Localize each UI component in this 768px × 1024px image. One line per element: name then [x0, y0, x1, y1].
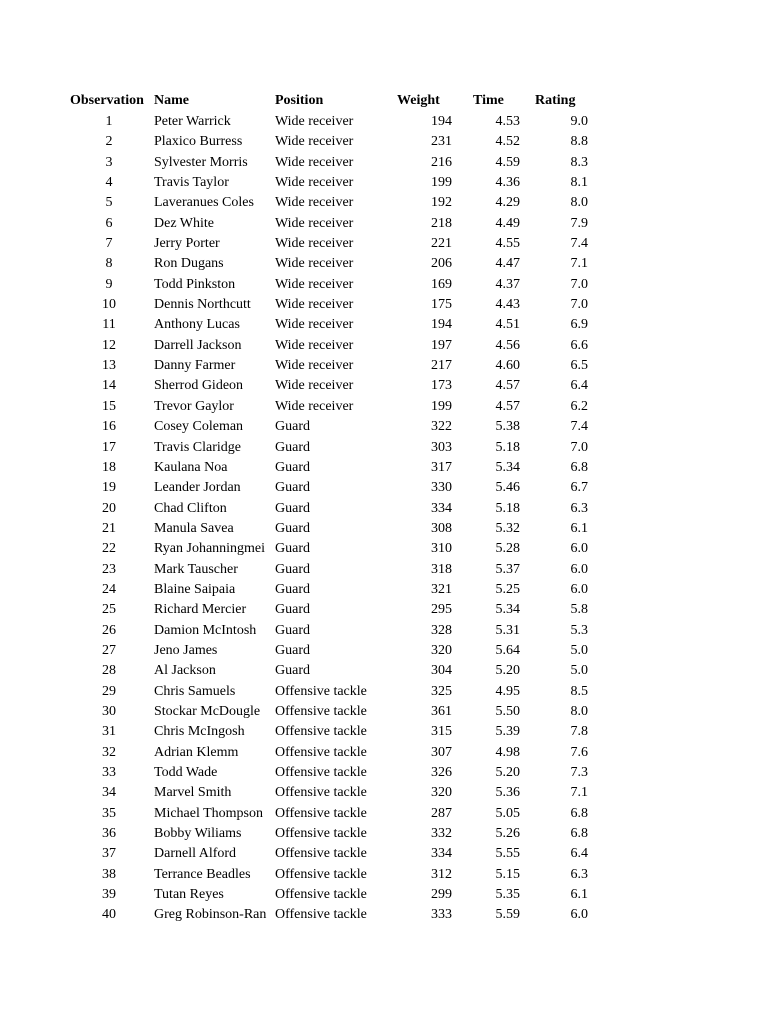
cell-name: Todd Wade — [154, 765, 218, 780]
cell-time: 5.59 — [495, 907, 520, 923]
cell-time: 5.50 — [495, 703, 520, 719]
cell-observation: 37 — [102, 846, 116, 862]
cell-time: 5.55 — [495, 846, 520, 862]
cell-weight: 334 — [431, 500, 452, 516]
cell-observation: 12 — [102, 337, 116, 353]
cell-time: 4.51 — [495, 317, 520, 333]
cell-observation: 32 — [102, 744, 116, 760]
cell-position: Wide receiver — [275, 236, 354, 252]
cell-time: 4.57 — [495, 398, 520, 414]
cell-weight: 321 — [431, 581, 452, 597]
header-rating: Rating — [535, 93, 576, 108]
cell-rating: 5.0 — [570, 663, 588, 679]
cell-weight: 197 — [431, 337, 452, 353]
cell-position: Guard — [275, 500, 310, 516]
cell-time: 4.55 — [495, 236, 520, 252]
cell-time: 5.34 — [495, 602, 520, 618]
cell-observation: 39 — [102, 887, 116, 903]
cell-rating: 7.3 — [570, 765, 588, 780]
cell-rating: 6.0 — [570, 541, 588, 557]
cell-observation: 7 — [105, 236, 113, 252]
cell-observation: 30 — [102, 703, 116, 719]
cell-weight: 333 — [431, 907, 452, 923]
cell-position: Offensive tackle — [275, 907, 367, 923]
cell-time: 5.39 — [495, 724, 520, 740]
cell-observation: 14 — [102, 378, 116, 394]
cell-rating: 6.3 — [570, 866, 588, 882]
cell-position: Guard — [275, 459, 310, 475]
cell-rating: 6.6 — [570, 337, 588, 353]
cell-rating: 5.3 — [570, 622, 588, 638]
cell-position: Offensive tackle — [275, 683, 367, 699]
cell-weight: 318 — [431, 561, 452, 577]
cell-weight: 192 — [431, 195, 452, 211]
cell-weight: 173 — [431, 378, 452, 394]
cell-position: Offensive tackle — [275, 805, 367, 821]
cell-rating: 8.3 — [570, 154, 588, 170]
cell-observation: 10 — [102, 297, 116, 313]
cell-position: Wide receiver — [275, 358, 354, 374]
cell-position: Wide receiver — [275, 195, 354, 211]
cell-observation: 26 — [102, 622, 116, 638]
cell-weight: 312 — [431, 866, 452, 882]
cell-rating: 5.0 — [570, 642, 588, 658]
cell-name: Chris Samuels — [154, 683, 236, 699]
cell-time: 5.18 — [495, 500, 520, 516]
cell-observation: 3 — [105, 154, 113, 170]
cell-rating: 5.8 — [570, 602, 588, 618]
cell-observation: 17 — [102, 439, 116, 455]
cell-rating: 9.0 — [570, 114, 588, 129]
cell-name: Tutan Reyes — [154, 887, 224, 903]
cell-observation: 34 — [102, 785, 116, 801]
cell-rating: 6.4 — [570, 378, 588, 394]
header-position: Position — [275, 93, 324, 108]
cell-time: 4.57 — [495, 378, 520, 394]
cell-rating: 7.1 — [570, 256, 588, 272]
cell-name: Travis Taylor — [154, 175, 229, 191]
cell-rating: 6.9 — [570, 317, 588, 333]
cell-rating: 8.0 — [570, 703, 588, 719]
cell-rating: 6.0 — [570, 907, 588, 923]
cell-observation: 27 — [102, 642, 116, 658]
cell-observation: 28 — [102, 663, 116, 679]
cell-rating: 6.0 — [570, 561, 588, 577]
cell-rating: 6.3 — [570, 500, 588, 516]
cell-observation: 18 — [102, 459, 116, 475]
cell-name: Travis Claridge — [154, 439, 241, 455]
cell-observation: 38 — [102, 866, 116, 882]
cell-weight: 299 — [431, 887, 452, 903]
cell-time: 5.18 — [495, 439, 520, 455]
cell-rating: 6.7 — [570, 480, 588, 496]
cell-name: Bobby Wiliams — [154, 826, 242, 842]
cell-weight: 310 — [431, 541, 452, 557]
cell-time: 4.36 — [495, 175, 520, 191]
cell-weight: 326 — [431, 765, 452, 780]
cell-weight: 332 — [431, 826, 452, 842]
cell-weight: 334 — [431, 846, 452, 862]
cell-name: Sherrod Gideon — [154, 378, 244, 394]
cell-time: 5.46 — [495, 480, 520, 496]
cell-rating: 6.2 — [570, 398, 588, 414]
cell-weight: 315 — [431, 724, 452, 740]
cell-rating: 6.4 — [570, 846, 588, 862]
cell-position: Guard — [275, 541, 310, 557]
cell-time: 5.26 — [495, 826, 520, 842]
cell-time: 5.25 — [495, 581, 520, 597]
cell-rating: 8.0 — [570, 195, 588, 211]
cell-position: Offensive tackle — [275, 846, 367, 862]
cell-observation: 29 — [102, 683, 116, 699]
cell-weight: 304 — [431, 663, 452, 679]
cell-time: 4.29 — [495, 195, 520, 211]
cell-observation: 25 — [102, 602, 116, 618]
cell-weight: 325 — [431, 683, 452, 699]
cell-weight: 169 — [431, 276, 452, 292]
cell-position: Offensive tackle — [275, 724, 367, 740]
cell-name: Peter Warrick — [154, 114, 231, 129]
cell-weight: 199 — [431, 175, 452, 191]
cell-position: Wide receiver — [275, 317, 354, 333]
cell-observation: 4 — [105, 175, 113, 191]
cell-rating: 7.6 — [570, 744, 588, 760]
cell-weight: 194 — [431, 114, 452, 129]
cell-observation: 6 — [105, 215, 113, 231]
cell-observation: 22 — [102, 541, 116, 557]
cell-position: Guard — [275, 622, 310, 638]
cell-observation: 16 — [102, 419, 116, 435]
cell-observation: 11 — [102, 317, 116, 333]
cell-position: Guard — [275, 581, 310, 597]
cell-weight: 217 — [431, 358, 452, 374]
cell-name: Danny Farmer — [154, 358, 236, 374]
header-observation: Observation — [70, 93, 144, 108]
cell-rating: 7.8 — [570, 724, 588, 740]
cell-name: Laveranues Coles — [154, 195, 254, 211]
cell-weight: 307 — [431, 744, 452, 760]
cell-observation: 33 — [102, 765, 116, 780]
cell-position: Wide receiver — [275, 256, 354, 272]
cell-rating: 6.8 — [570, 826, 588, 842]
cell-time: 5.20 — [495, 765, 520, 780]
cell-weight: 317 — [431, 459, 452, 475]
cell-position: Guard — [275, 480, 310, 496]
cell-name: Ryan Johanningmei — [154, 541, 266, 557]
cell-weight: 295 — [431, 602, 452, 618]
cell-observation: 36 — [102, 826, 116, 842]
cell-time: 4.98 — [495, 744, 520, 760]
cell-name: Anthony Lucas — [154, 317, 240, 333]
cell-name: Plaxico Burress — [154, 134, 243, 150]
header-weight: Weight — [397, 93, 440, 108]
cell-position: Offensive tackle — [275, 826, 367, 842]
cell-time: 5.35 — [495, 887, 520, 903]
cell-rating: 7.1 — [570, 785, 588, 801]
cell-position: Offensive tackle — [275, 744, 367, 760]
cell-time: 5.28 — [495, 541, 520, 557]
cell-time: 5.37 — [495, 561, 520, 577]
cell-name: Michael Thompson — [154, 805, 264, 821]
cell-rating: 6.8 — [570, 805, 588, 821]
cell-weight: 218 — [431, 215, 452, 231]
cell-time: 5.15 — [495, 866, 520, 882]
cell-observation: 5 — [105, 195, 113, 211]
header-name: Name — [154, 93, 189, 108]
cell-time: 4.37 — [495, 276, 520, 292]
cell-position: Guard — [275, 642, 310, 658]
cell-position: Guard — [275, 419, 310, 435]
cell-name: Dennis Northcutt — [154, 297, 251, 313]
cell-weight: 320 — [431, 642, 452, 658]
cell-time: 4.43 — [495, 297, 520, 313]
cell-rating: 7.4 — [570, 419, 588, 435]
cell-position: Wide receiver — [275, 154, 354, 170]
cell-name: Blaine Saipaia — [154, 581, 236, 597]
cell-position: Wide receiver — [275, 297, 354, 313]
cell-name: Ron Dugans — [154, 256, 224, 272]
cell-name: Stockar McDougle — [154, 703, 261, 719]
cell-rating: 7.4 — [570, 236, 588, 252]
cell-weight: 175 — [431, 297, 452, 313]
cell-weight: 206 — [431, 256, 452, 272]
cell-name: Darrell Jackson — [154, 337, 242, 353]
cell-time: 4.59 — [495, 154, 520, 170]
cell-position: Offensive tackle — [275, 785, 367, 801]
cell-position: Offensive tackle — [275, 703, 367, 719]
cell-name: Todd Pinkston — [154, 276, 236, 292]
cell-position: Wide receiver — [275, 398, 354, 414]
cell-name: Al Jackson — [154, 663, 216, 679]
cell-observation: 2 — [105, 134, 113, 150]
cell-time: 5.38 — [495, 419, 520, 435]
cell-position: Guard — [275, 520, 310, 536]
cell-rating: 7.9 — [570, 215, 588, 231]
cell-observation: 40 — [102, 907, 116, 923]
cell-name: Leander Jordan — [154, 480, 241, 496]
cell-time: 5.31 — [495, 622, 520, 638]
cell-time: 4.95 — [495, 683, 520, 699]
cell-rating: 6.1 — [570, 520, 588, 536]
cell-observation: 31 — [102, 724, 116, 740]
cell-weight: 216 — [431, 154, 452, 170]
cell-name: Marvel Smith — [154, 785, 232, 801]
cell-rating: 6.8 — [570, 459, 588, 475]
cell-time: 5.20 — [495, 663, 520, 679]
cell-time: 4.47 — [495, 256, 520, 272]
cell-position: Wide receiver — [275, 378, 354, 394]
cell-name: Chris McIngosh — [154, 724, 245, 740]
cell-observation: 20 — [102, 500, 116, 516]
cell-rating: 6.0 — [570, 581, 588, 597]
cell-position: Wide receiver — [275, 114, 354, 129]
cell-time: 4.49 — [495, 215, 520, 231]
cell-name: Dez White — [154, 215, 214, 231]
cell-name: Mark Tauscher — [154, 561, 238, 577]
cell-position: Offensive tackle — [275, 887, 367, 903]
cell-position: Guard — [275, 561, 310, 577]
cell-time: 5.34 — [495, 459, 520, 475]
cell-position: Offensive tackle — [275, 866, 367, 882]
cell-name: Chad Clifton — [154, 500, 227, 516]
cell-observation: 35 — [102, 805, 116, 821]
cell-position: Wide receiver — [275, 337, 354, 353]
cell-observation: 21 — [102, 520, 116, 536]
cell-position: Guard — [275, 439, 310, 455]
cell-name: Cosey Coleman — [154, 419, 244, 435]
cell-weight: 199 — [431, 398, 452, 414]
cell-position: Offensive tackle — [275, 765, 367, 780]
cell-rating: 7.0 — [570, 276, 588, 292]
cell-name: Terrance Beadles — [154, 866, 251, 882]
header-time: Time — [473, 93, 504, 108]
cell-time: 5.64 — [495, 642, 520, 658]
cell-name: Richard Mercier — [154, 602, 247, 618]
cell-rating: 8.5 — [570, 683, 588, 699]
cell-name: Trevor Gaylor — [154, 398, 234, 414]
cell-observation: 9 — [105, 276, 113, 292]
cell-rating: 6.1 — [570, 887, 588, 903]
cell-observation: 15 — [102, 398, 116, 414]
cell-name: Damion McIntosh — [154, 622, 257, 638]
cell-observation: 19 — [102, 480, 116, 496]
cell-time: 5.05 — [495, 805, 520, 821]
cell-weight: 330 — [431, 480, 452, 496]
cell-name: Darnell Alford — [154, 846, 237, 862]
cell-weight: 231 — [431, 134, 452, 150]
cell-weight: 320 — [431, 785, 452, 801]
cell-observation: 13 — [102, 358, 116, 374]
cell-time: 4.56 — [495, 337, 520, 353]
cell-rating: 6.5 — [570, 358, 588, 374]
cell-name: Sylvester Morris — [154, 154, 248, 170]
cell-rating: 8.8 — [570, 134, 588, 150]
cell-weight: 194 — [431, 317, 452, 333]
cell-time: 4.60 — [495, 358, 520, 374]
cell-time: 5.36 — [495, 785, 520, 801]
cell-observation: 23 — [102, 561, 116, 577]
cell-weight: 328 — [431, 622, 452, 638]
cell-position: Wide receiver — [275, 276, 354, 292]
cell-weight: 361 — [431, 703, 452, 719]
cell-observation: 1 — [105, 114, 113, 129]
cell-observation: 8 — [105, 256, 113, 272]
cell-rating: 7.0 — [570, 297, 588, 313]
cell-time: 4.53 — [495, 114, 520, 129]
cell-rating: 7.0 — [570, 439, 588, 455]
cell-name: Greg Robinson-Ran — [154, 907, 267, 923]
cell-name: Manula Savea — [154, 520, 234, 536]
cell-position: Guard — [275, 663, 310, 679]
cell-weight: 303 — [431, 439, 452, 455]
cell-time: 4.52 — [495, 134, 520, 150]
cell-name: Kaulana Noa — [154, 459, 228, 475]
cell-rating: 8.1 — [570, 175, 588, 191]
cell-observation: 24 — [102, 581, 116, 597]
cell-position: Wide receiver — [275, 134, 354, 150]
cell-time: 5.32 — [495, 520, 520, 536]
cell-weight: 221 — [431, 236, 452, 252]
cell-weight: 308 — [431, 520, 452, 536]
cell-name: Adrian Klemm — [154, 744, 239, 760]
cell-weight: 322 — [431, 419, 452, 435]
cell-weight: 287 — [431, 805, 452, 821]
cell-name: Jerry Porter — [154, 236, 220, 252]
cell-position: Wide receiver — [275, 215, 354, 231]
cell-name: Jeno James — [154, 642, 218, 658]
cell-position: Guard — [275, 602, 310, 618]
cell-position: Wide receiver — [275, 175, 354, 191]
